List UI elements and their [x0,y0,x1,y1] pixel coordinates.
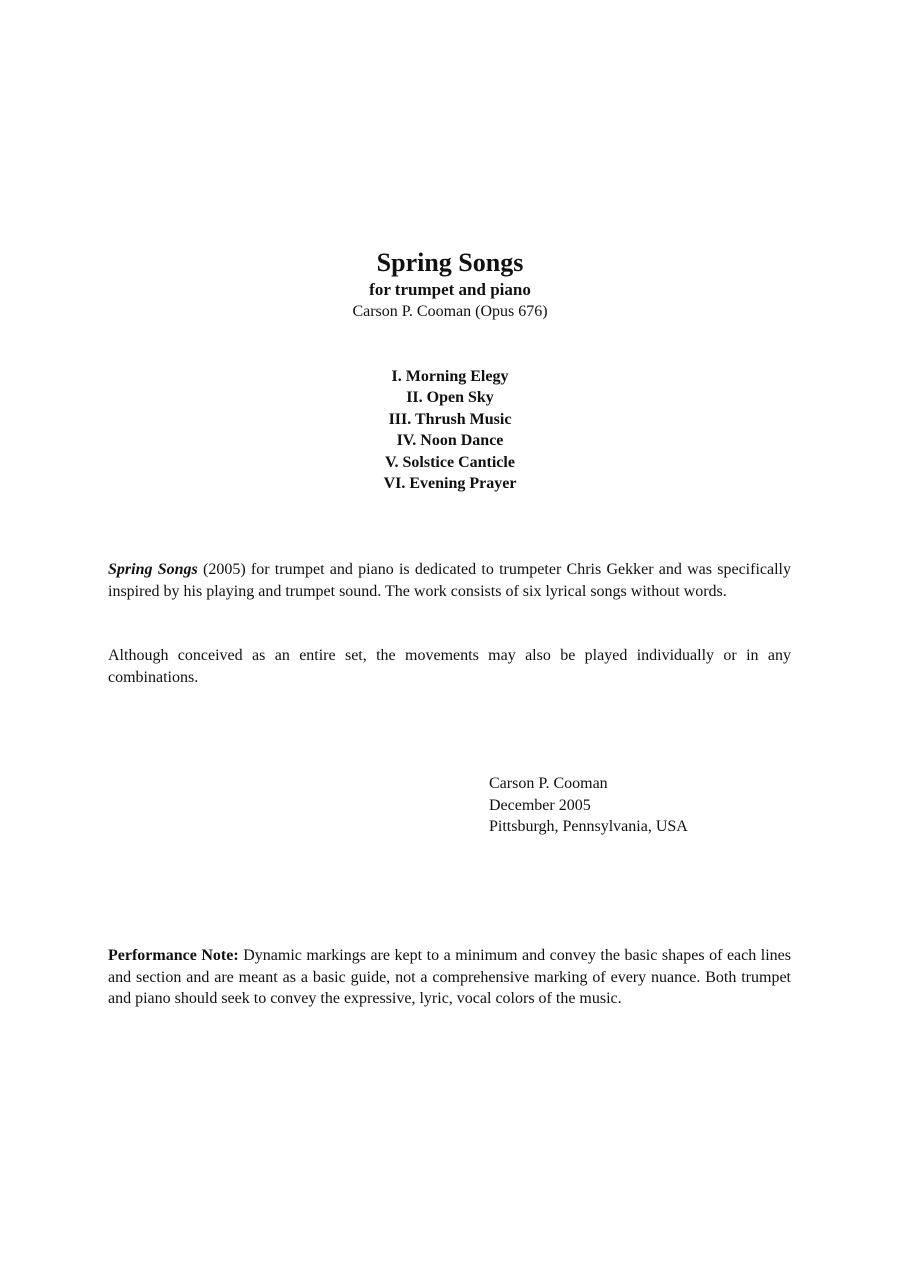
performance-note-label: Performance Note: [108,947,239,964]
performance-note-text: Dynamic markings are kept to a minimum and convey the basic shapes of each lines and section and are meant as a basic guide, not a comprehensive marking of every nuance. Both trumpet and piano should seek to convey the expressive, lyric, vocal colors of the music. [108,947,791,1007]
movement-list [0,366,900,494]
performance-options-paragraph: Although conceived as an entire set, the movements may also be played individually or in any combinations. [108,647,791,686]
signature-date: December 2005 [489,796,591,814]
subtitle: for trumpet and piano [369,280,531,299]
work-title: Spring Songs [108,561,198,578]
description-paragraph [108,559,791,602]
signature-name: Carson P. Cooman [489,775,608,792]
page-title: Spring Songs [376,248,524,277]
composer-opus: Carson P. Cooman (Opus 676) [352,303,548,320]
title-block [0,247,900,322]
signature-block [489,773,688,838]
signature-place: Pittsburgh, Pennsylvania, USA [489,818,688,835]
movement-item: II. Open Sky [406,389,494,407]
description-text: (2005) for trumpet and piano is dedicated to trumpeter Chris Gekker and was specifically inspired by his playing and trumpet sound. The work consists of six lyrical songs without words. [108,561,791,600]
performance-note-paragraph [108,945,791,1010]
movement-item: V. Solstice Canticle [385,453,515,471]
movement-item: I. Morning Elegy [391,368,509,385]
movement-item: III. Thrush Music [388,410,512,428]
movement-item: IV. Noon Dance [396,432,504,450]
movement-item: VI. Evening Prayer [383,475,517,493]
